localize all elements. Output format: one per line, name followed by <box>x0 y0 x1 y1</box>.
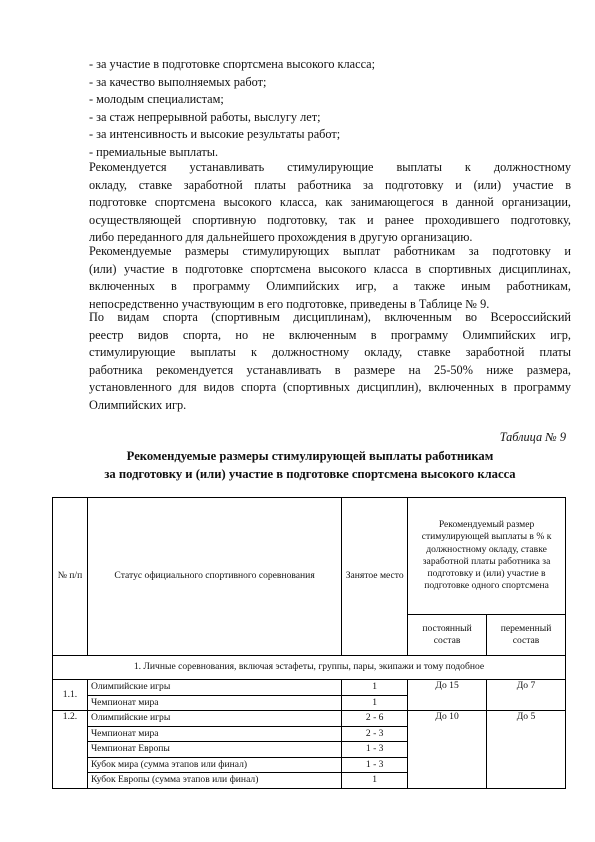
bullet-item: - за качество выполняемых работ; <box>89 74 267 89</box>
table-label: Таблица № 9 <box>499 430 566 444</box>
row-num: 1.1. <box>53 680 88 711</box>
header-place: Занятое место <box>342 498 408 656</box>
row-status: Чемпионат мира <box>87 726 341 742</box>
row-num: 1.2. <box>53 711 88 789</box>
bullet-list <box>89 56 529 162</box>
section-title: 1. Личные соревнования, включая эстафеты, группы, пары, экипажи и тому подобное <box>53 656 566 680</box>
paragraph-line: Рекомендуется устанавливать стимулирующие выплаты к должностному <box>89 160 571 174</box>
row-place: 1 <box>342 773 408 789</box>
row-place: 1 <box>342 680 408 696</box>
row-variable: До 5 <box>487 711 566 789</box>
bullet-item: - молодым специалистам; <box>89 92 224 107</box>
table-title <box>60 447 560 483</box>
row-place: 1 - 3 <box>342 742 408 758</box>
table-header-row <box>53 498 566 615</box>
paragraph-line: включенных в программу Олимпийских игр, а также иным работникам, <box>89 279 571 294</box>
header-num: № п/п <box>53 498 88 656</box>
stimulus-table <box>52 497 566 789</box>
bullet-item: - за участие в подготовке спортсмена высокого класса; <box>89 57 376 71</box>
bullet-item: - за интенсивность и высокие результаты работ; <box>89 127 341 142</box>
paragraph-line: либо переданного для дальнейшего прохождения в другую организацию. <box>89 230 473 245</box>
paragraph-2 <box>89 243 571 313</box>
bullet-item: - премиальные выплаты. <box>89 144 219 159</box>
paragraph-line: Рекомендуемые размеры стимулирующих выплат работникам за подготовку и <box>89 244 571 258</box>
paragraph-3 <box>89 309 571 415</box>
header-recommended: Рекомендуемый размер стимулирующей выплаты в % к должностному окладу, ставке заработной платы работника за подготовку и (или) участие в подготовке одного спортсмена <box>408 498 566 615</box>
row-place: 2 - 6 <box>342 711 408 727</box>
table-row <box>53 711 566 727</box>
row-status: Кубок мира (сумма этапов или финал) <box>87 757 341 773</box>
row-place: 1 - 3 <box>342 757 408 773</box>
paragraph-line: Олимпийских игр. <box>89 397 187 412</box>
table-section-row <box>53 656 566 680</box>
row-place: 1 <box>342 695 408 711</box>
paragraph-line: (или) участие в подготовке спортсмена высокого класса в спортивных дисциплинах, <box>89 261 571 276</box>
row-place: 2 - 3 <box>342 726 408 742</box>
row-status: Кубок Европы (сумма этапов или финал) <box>87 773 341 789</box>
row-permanent: До 10 <box>408 711 487 789</box>
paragraph-line: окладу, ставке заработной платы работника за подготовку и (или) участие в <box>89 177 571 192</box>
row-status: Олимпийские игры <box>87 680 341 696</box>
header-variable: переменный состав <box>487 614 566 655</box>
table-title-line: за подготовку и (или) участие в подготовке спортсмена высокого класса <box>104 467 516 481</box>
table-row <box>53 680 566 696</box>
row-variable: До 7 <box>487 680 566 711</box>
header-status: Статус официального спортивного соревнования <box>87 498 341 656</box>
row-status: Чемпионат Европы <box>87 742 341 758</box>
paragraph-1 <box>89 159 571 247</box>
paragraph-line: работника рекомендуется устанавливать в размере на 25-50% ниже размера, <box>89 362 571 377</box>
paragraph-line: установленного для видов спорта (спортивных дисциплин), включенных в программу <box>89 380 571 395</box>
table-title-line: Рекомендуемые размеры стимулирующей выплаты работникам <box>126 449 494 463</box>
paragraph-line: осуществляющей спортивную подготовку, так и ранее проходившего подготовку, <box>89 212 571 227</box>
paragraph-line: непосредственно участвующим в его подготовке, приведены в Таблице № 9. <box>89 296 490 311</box>
paragraph-line: По видам спорта (спортивным дисциплинам), включенным во Всероссийский <box>89 310 571 324</box>
row-status: Чемпионат мира <box>87 695 341 711</box>
header-permanent: постоянный состав <box>408 614 487 655</box>
paragraph-line: реестр видов спорта, но не включенным в программу Олимпийских игр, <box>89 327 571 342</box>
row-status: Олимпийские игры <box>87 711 341 727</box>
paragraph-line: стимулирующие выплаты к должностному окладу, ставке заработной платы <box>89 345 571 360</box>
paragraph-line: подготовке спортсмена высокого класса, как занимающегося в данной организации, <box>89 195 571 210</box>
bullet-item: - за стаж непрерывной работы, выслугу лет; <box>89 109 321 124</box>
row-permanent: До 15 <box>408 680 487 711</box>
